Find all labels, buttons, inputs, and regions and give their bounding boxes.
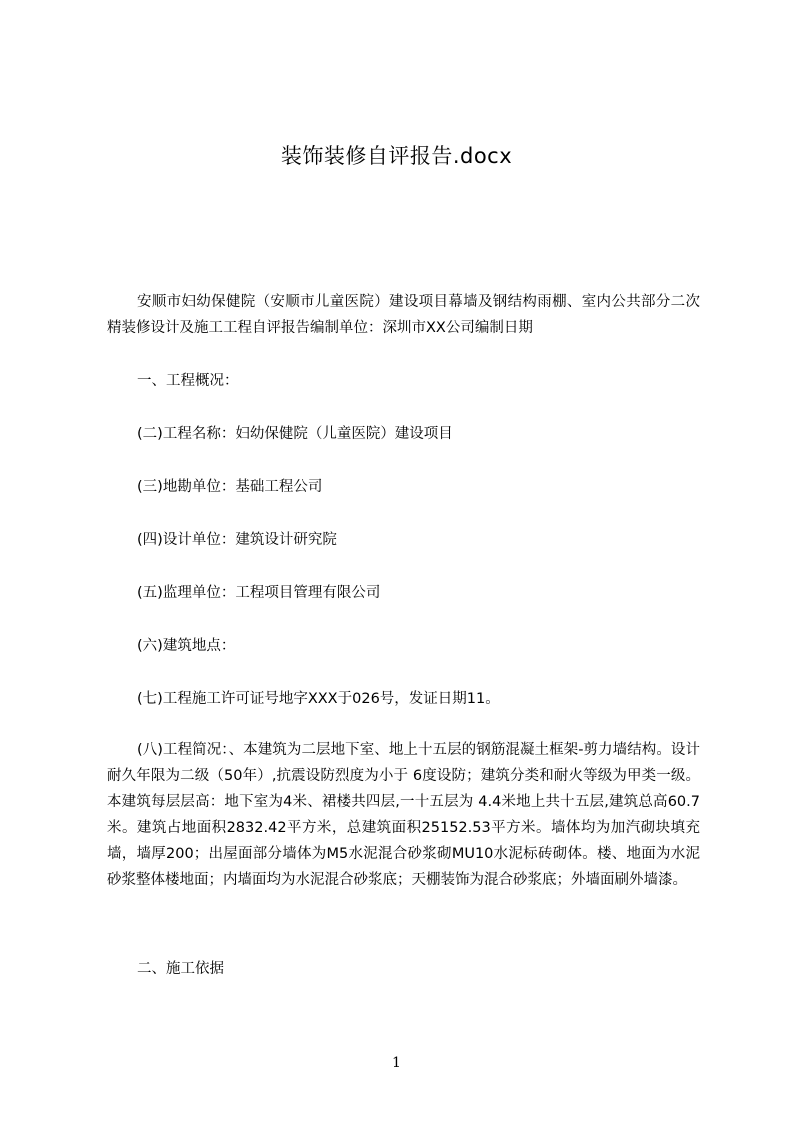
- section-heading-basis: 二、施工依据: [137, 961, 224, 977]
- survey-unit-line: (三)地勘单位：基础工程公司: [137, 479, 323, 495]
- permit-line: (七)工程施工许可证号地字XXX于026号，发证日期11。: [137, 691, 500, 707]
- project-overview-paragraph: (八)工程简况：、本建筑为二层地下室、地上十五层的钢筋混凝土框架-剪力墙结构。设计耐久年限为二级（50年）,抗震设防烈度为小于 6度设防；建筑分类和耐火等级为甲类一级。本建筑每层层高：地下室为4米、裙楼共四层,一十五层为 4.4米地上共十五层,建筑总高60.7米。建筑占地面积2832.42平方米，总建筑面积25152.53平方米。墙体均为加汽砌块填充墙，墙厚200；出屋面部分墙体为M5水泥混合砂浆砌MU10水泥标砖砌体。楼、地面为水泥砂浆整体楼地面；内墙面均为水泥混合砂浆底；天棚装饰为混合砂浆底；外墙面刷外墙漆。: [107, 742, 700, 888]
- site-line: (六)建筑地点：: [137, 638, 236, 654]
- page-number: 1: [392, 1055, 401, 1071]
- intro-paragraph: 安顺市妇幼保健院（安顺市儿童医院）建设项目幕墙及钢结构雨棚、室内公共部分二次精装修设计及施工工程自评报告编制单位：深圳市XX公司编制日期: [107, 294, 700, 336]
- supervision-unit-line: (五)监理单位：工程项目管理有限公司: [137, 585, 381, 601]
- design-unit-line: (四)设计单位：建筑设计研究院: [137, 532, 337, 548]
- document-title: 装饰装修自评报告.docx: [280, 144, 513, 168]
- section-heading-overview: 一、工程概况：: [137, 373, 239, 389]
- project-name-line: (二)工程名称：妇幼保健院（儿童医院）建设项目: [137, 426, 453, 442]
